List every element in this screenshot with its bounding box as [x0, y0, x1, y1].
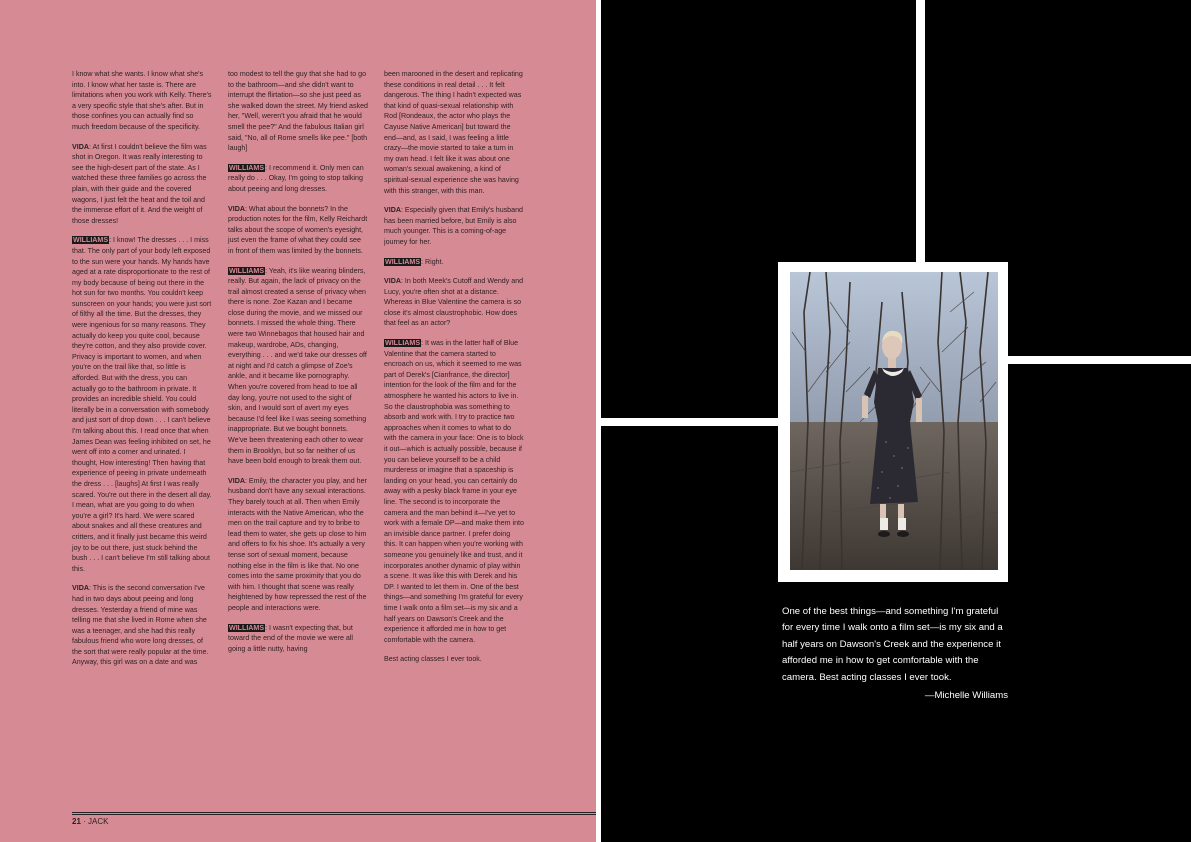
paragraph-text: : It was in the latter half of Blue Valentine that the camera started to encroach on us, which it seemed to me was part of Derek's [Cianfrance, the director] intention for the look of the film and for the atmosphere he wanted his actors to live in. So the claustrophobia was something to absorb and work with. I try to practice two approaches when it comes to what to do with the camera in your face: One is to block it out—which is actually possible, because if you can believe yourself to be a child murderess or imagine that a spaceship is landing on your head, you can certainly do away with a pesky black frame in your eye line. The second is to incorporate the camera and the man behind it—I've yet to work with a female DP—and make them into an invisible dance partner. I prefer doing this. It can happen when you're working with someone you genuinely like and trust, and it incorporates another dynamic of play within a scene. It was like this with Derek and his DP. I wanted to let them in. One of the best things—and something I'm grateful for every time I walk onto a film set—is my six and a half years on Dawson's Creek and the experience it afforded me in how to get comfortable with the camera. [384, 339, 524, 644]
body-paragraph [384, 276, 524, 329]
body-paragraph [384, 257, 524, 268]
body-paragraph [228, 163, 368, 195]
magazine-name: JACK [88, 817, 109, 826]
body-paragraph [72, 69, 212, 133]
body-paragraph [72, 583, 212, 668]
pull-quote: One of the best things—and something I'm grateful for every time I walk onto a film set—is my six and a half years on Dawson's Creek and the experience it afforded me in how to get comfortable with the camera. Best acting classes I ever took. [782, 606, 1003, 683]
column-1 [72, 69, 212, 677]
body-paragraph [228, 204, 368, 257]
speaker-label: WILLIAMS [229, 623, 265, 632]
paragraph-text: been marooned in the desert and replicating these conditions in real detail . . . It felt dangerous. The thing I hadn't expected was that kind of quasi-sexual relationship with Rod [Rondeaux, the actor who plays the Cayuse Native American] but toward the end—and, as I said, I was feeling a little crazy—the movie started to take a turn in my own head. I felt like it was about one woman's sexual awakening, a kind of spiritual-sexual experience she was having with this stranger, with this man. [384, 70, 523, 195]
speaker-label: VIDA [72, 142, 89, 151]
speaker-label: WILLIAMS [73, 236, 109, 245]
body-paragraph [72, 142, 212, 227]
speaker-label: WILLIAMS [385, 257, 421, 266]
paragraph-text: : I recommend it. Only men can really do . . . Okay, I'm going to stop talking about peeing and long dresses. [228, 163, 364, 193]
body-paragraph [228, 266, 368, 467]
paragraph-text: : At first I couldn't believe the film was shot in Oregon. It was really interesting to see the high-desert part of the state. As I watched these three families go across the plain, with their guide and the covered wagons, I just felt the heat and the toil and the immense effort of it. And the weight of those dresses! [72, 142, 207, 225]
frame-bar [1008, 356, 1191, 364]
speaker-label: VIDA [228, 476, 245, 485]
paragraph-text: Best acting classes I ever took. [384, 655, 482, 664]
speaker-label: WILLIAMS [385, 339, 421, 348]
paragraph-text: : This is the second conversation I've had in two days about peeing and long dresses. Yesterday a friend of mine was telling me that she lived in Rome when she was a teenager, and she had this really fabulous friend who wore long dresses, of the sort that were really popular at the time. Anyway, this girl was on a date and was [72, 584, 209, 667]
speaker-label: VIDA [72, 584, 89, 593]
paragraph-text: : Yeah, it's like wearing blinders, really. But again, the lack of privacy on the trail almost created a sense of privacy when there is none. Zoe Kazan and I became close during the movie, and we missed our bonnets. I missed the whole thing. There were two Winnebagos that housed hair and makeup, wardrobe, ADs, changing, everything . . . and we'd take our dresses off at night and I'd catch a glimpse of Zoe's ankle, and it became like pornography. When you're covered from head to toe all day long, you're not used to the sight of skin, and I would sort of avert my eyes because I'd feel like I was seeing something inappropriate. But we bought bonnets. We've been threatening each other to wear them in Brooklyn, but so far neither of us have been bold enough to break them out. [228, 266, 367, 466]
body-paragraph [384, 654, 524, 665]
frame-bar [596, 418, 778, 426]
page-folio [72, 817, 108, 826]
speaker-label: VIDA [384, 206, 401, 215]
paragraph-text: : I know! The dresses . . . I miss that. The only part of your body left exposed to the sun were your hands. My hands have aged at a rate disproportionate to the rest of my body because of being out there in the hot sun for two months. You couldn't keep sunscreen on your hands; you were just sort of filthy all the time. But the dresses, they were ingenious for so many reasons. They actually do keep you quite cool, because they're cotton, and they also provide cover. Privacy is important to women, and when you're on the trail like that, so little is afforded. But with the dress, you can actually go to the bathroom in private. It provides an incredible shield. You could literally be in a conversation with somebody and just sort of drop down . . . I can't believe I'm talking about this. I read once that when James Dean was feeling inhibited on set, he went off into a corner and urinated. I thought, How interesting! Then having that experience of peeing in private underneath the dress . . . [laughs] At first I was really scared. You're out there in the desert all day. I mean, what are you going to do when you're a girl? It's hard. We were scared about snakes and all these creatures and critters, and it finally just became this weird joy to be out there, just stuck behind the bush . . . I can't believe I'm still talking about this. [72, 236, 212, 573]
column-3 [384, 69, 524, 674]
column-2 [228, 69, 368, 663]
body-paragraph [384, 338, 524, 645]
body-paragraph [228, 476, 368, 614]
page-number: 21 [72, 817, 81, 826]
paragraph-text: : What about the bonnets? In the production notes for the film, Kelly Reichardt talks about the scope of women's eyesight, just even the frame of what they could see in front of them was limited by the bonnets. [228, 204, 368, 255]
frame-bar [916, 0, 925, 262]
paragraph-text: : In both Meek's Cutoff and Wendy and Lucy, you're often shot at a distance. Whereas in Blue Valentine the camera is so close it's almost claustrophobic. How does that feel as an actor? [384, 277, 524, 328]
folio-separator: · [80, 817, 89, 826]
portrait-photo [790, 272, 998, 570]
speaker-label: VIDA [384, 277, 401, 286]
speaker-label: VIDA [228, 204, 245, 213]
paragraph-text: : Right. [421, 257, 444, 266]
footer-rule [72, 812, 596, 813]
paragraph-text: too modest to tell the guy that she had to go to the bathroom—and she didn't want to interrupt the flirtation—so she just peed as she walked down the street. My friend asked her, "Well, weren't you afraid that he would smell the pee?" And the fabulous Italian girl said, "No, all of Rome smells like pee." [both laugh] [228, 70, 368, 153]
paragraph-text: : Especially given that Emily's husband has been married before, but Emily is also much younger. This is a coming-of-age journey for her. [384, 206, 523, 246]
paragraph-text: : Emily, the character you play, and her husband don't have any sexual interactions. They barely touch at all. Then when Emily interacts with the Native American, who the men on the trail capture and try to bribe to lead them to water, she gets up close to him and offers to fix his shoe. It's actually a very tense sort of sexual moment, because nothing else in the film is like that. No one comes into the same proximity that you do with him. I thought that scene was really heightened by how repressed the rest of the people and interactions were. [228, 476, 367, 612]
footer-rule [72, 814, 596, 815]
body-paragraph [228, 69, 368, 154]
body-paragraph [384, 69, 524, 196]
speaker-label: WILLIAMS [229, 163, 265, 172]
pull-quote-credit: —Michelle Williams [924, 690, 1008, 701]
paragraph-text: I know what she wants. I know what she's into. I know what her taste is. There are limitations when you work with Kelly. There's a very specific style that she's after. But in those confines you can actually find so much freedom because of the specificity. [72, 70, 212, 131]
body-paragraph [72, 235, 212, 574]
speaker-label: WILLIAMS [229, 266, 265, 275]
paragraph-text: : I wasn't expecting that, but toward the end of the movie we were all going a little nutty, having [228, 623, 353, 653]
body-paragraph [384, 205, 524, 247]
body-paragraph [228, 623, 368, 655]
